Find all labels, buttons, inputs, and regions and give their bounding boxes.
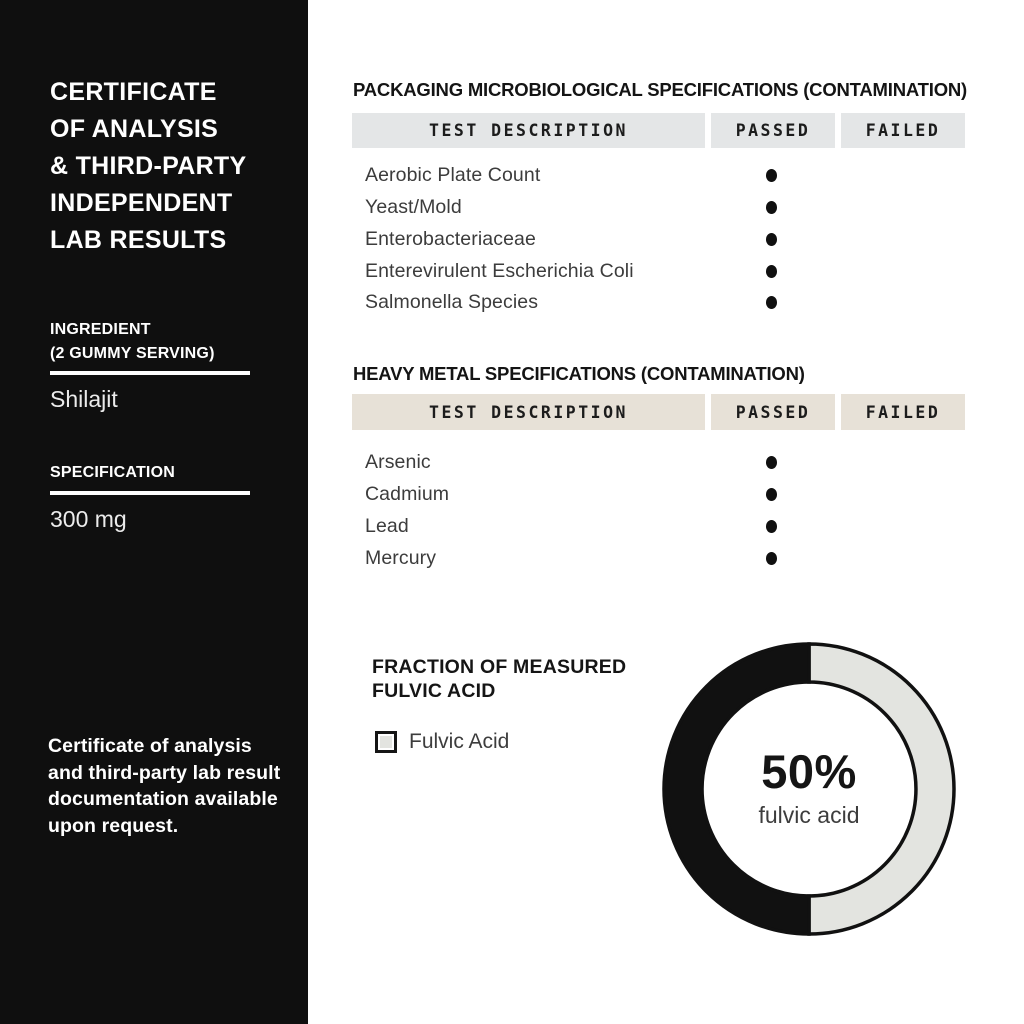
test-description: Mercury [365, 546, 437, 569]
test-description: Salmonella Species [365, 290, 539, 313]
legend-label: Fulvic Acid [409, 730, 510, 753]
test-description: Lead [365, 514, 409, 537]
page-title [50, 74, 295, 259]
page-title-line: CERTIFICATE [50, 78, 217, 106]
table1-title: PACKAGING MICROBIOLOGICAL SPECIFICATIONS (CONTAMINATION) [353, 79, 968, 100]
test-description: Yeast/Mold [365, 195, 462, 218]
passed-dot-icon [766, 552, 777, 565]
specification-label: SPECIFICATION [50, 464, 175, 481]
donut-slice-fulvic-acid [664, 644, 809, 934]
passed-dot-icon [766, 265, 777, 278]
donut-caption: fulvic acid [758, 802, 860, 828]
legend-swatch-icon [375, 731, 397, 753]
donut-slice-remainder [809, 644, 954, 934]
test-description: Enterobacteriaceae [365, 227, 536, 250]
column-header-test-description: TEST DESCRIPTION [352, 394, 705, 430]
test-description: Aerobic Plate Count [365, 163, 541, 186]
page-title-line: & THIRD-PARTY [50, 152, 247, 180]
passed-dot-icon [766, 520, 777, 533]
donut-percentage: 50% [761, 745, 857, 798]
column-header-failed: FAILED [841, 394, 965, 430]
passed-dot-icon [766, 456, 777, 469]
ingredient-label-main: INGREDIENT [50, 321, 151, 338]
table-row [352, 255, 965, 287]
table-row [352, 510, 965, 542]
table-row [352, 159, 965, 191]
column-header-test-description: TEST DESCRIPTION [352, 113, 705, 148]
page-title-line: INDEPENDENT [50, 189, 233, 217]
passed-dot-icon [766, 488, 777, 501]
fulvic-acid-donut-chart [659, 639, 959, 939]
ingredient-label [50, 318, 270, 366]
table-row [352, 223, 965, 255]
table-row [352, 286, 965, 318]
table-row [352, 446, 965, 478]
page-title-line: LAB RESULTS [50, 226, 227, 254]
table2-header-row [352, 394, 965, 430]
column-header-failed: FAILED [841, 113, 965, 148]
chart-legend [375, 730, 509, 754]
fraction-heading-line: FRACTION OF MEASURED [372, 656, 627, 678]
fraction-heading [372, 655, 652, 703]
sidebar [0, 0, 308, 1024]
test-description: Arsenic [365, 450, 431, 473]
table2-title: HEAVY METAL SPECIFICATIONS (CONTAMINATION) [353, 363, 805, 384]
page-title-line: OF ANALYSIS [50, 115, 219, 143]
table-row [352, 191, 965, 223]
passed-dot-icon [766, 296, 777, 309]
table-row [352, 542, 965, 574]
column-header-passed: PASSED [711, 113, 835, 148]
test-description: Cadmium [365, 482, 450, 505]
column-header-passed: PASSED [711, 394, 835, 430]
passed-dot-icon [766, 233, 777, 246]
test-description: Enterevirulent Escherichia Coli [365, 259, 634, 282]
divider [50, 371, 250, 375]
table1-header-row [352, 113, 965, 148]
passed-dot-icon [766, 201, 777, 214]
availability-note: Certificate of analysis and third-party lab result documentation available upon request. [48, 735, 281, 837]
passed-dot-icon [766, 169, 777, 182]
ingredient-value: Shilajit [50, 386, 118, 412]
fraction-heading-line: FULVIC ACID [372, 680, 496, 702]
specification-value: 300 mg [50, 506, 127, 532]
ingredient-label-sub: (2 GUMMY SERVING) [50, 345, 215, 362]
table-row [352, 478, 965, 510]
divider [50, 491, 250, 495]
